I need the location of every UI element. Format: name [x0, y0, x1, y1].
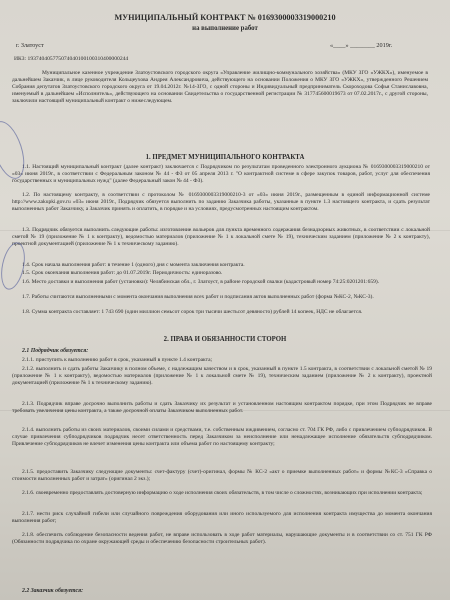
clause-1-2: 1.2. По настоящему контракту, в соответствии с протоколом № 0169300003319000210-3 от «03» июня 2019г., размещенным в единой информационной системе http://www.zakupki.gov.ru «03» июня 2019г., Подрядчик обязуется выполнить по заданию Заказчика работы, указанные в пункте 1.3 настоящего контракта, и сдать результат выполненных работ Заказчику, а Заказчик принять и оплатить, в порядке и на условиях, предусмотренных настоящим контрактом. — [12, 192, 430, 212]
clause-2-1-7: 2.1.7. нести риск случайной гибели или случайного повреждения оборудования или иного используемого для исполнения контракта имущества до момента окончания выполнения работ; — [12, 511, 432, 524]
preamble-paragraph: Муниципальное казенное учреждение Златоустовского городского округа «Управление жилищно-коммунального хозяйства» (МКУ ЗГО «УЖКХ»), именуемое в дальнейшем Заказчик, в лице руководителя Кольцеухова Андрея Александровича, действующего на основании Положения о МКУ ЗГО «УЖКХ», утвержденного Решением Собрания депутатов Златоустовского городского округа от 19.04.2012г. №14-ЗГО, с одной стороны и Индивидуальный предприниматель Скороходова Софья Станиславовна, именуемый в дальнейшем «Исполнитель», действующего на основании Свидетельства о государственной регистрации № 317745600019673 от 07.02.2017г., с другой стороны, заключили настоящий муниципальный контракт о нижеследующем. — [12, 70, 428, 104]
clause-1-6: 1.6. Место доставки и выполнения работ (установки): Челябинская обл., г. Златоуст, в районе городской свалки (кадастровый номер 74:25:0201201:659). — [22, 279, 380, 285]
clause-1-1: 1.1. Настоящий муниципальный контракт (далее контракт) заключается с Подрядчиком по результатам проведенного электронного аукциона № 0169300003319000210 от «03» июня 2019г., в соответствии с Федеральным законом № 44 - ФЗ от 05 апреля 2013 г. "О контрактной системе в сфере закупок товаров, работ, услуг для обеспечения государственных и муниципальных нужд" (далее Федеральный закон № 44 - ФЗ). — [12, 164, 430, 184]
contract-title: МУНИЦИПАЛЬНЫЙ КОНТРАКТ № 0169300003319000210 — [114, 13, 336, 22]
section-1-heading: 1. ПРЕДМЕТ МУНИЦИПАЛЬНОГО КОНТРАКТА — [145, 154, 305, 161]
city: г. Златоуст — [16, 42, 44, 49]
ikz-code: ИКЗ: 193740405775074040100100310400000244 — [14, 56, 129, 62]
section-2-heading: 2. ПРАВА И ОБЯЗАННОСТИ СТОРОН — [163, 336, 287, 343]
clause-1-4: 1.4. Срок начала выполнения работ: в течение 1 (одного) дня с момента заключения контракта. — [22, 262, 245, 268]
clause-1-8: 1.8. Сумма контракта составляет: 1 743 690 (один миллион семьсот сорок три тысячи шестьсот девяносто) рублей 14 копеек, НДС не облагается. — [22, 309, 363, 315]
clause-2-1-1: 2.1.1. приступить к выполнению работ в срок, указанный в пункте 1.4 контракта; — [22, 357, 213, 363]
clause-2-1-3: 2.1.3. Подрядчик вправе досрочно выполнить работы и сдать Заказчику их результат и установленном настоящим контрактом порядке, при этом Подрядчик не вправе требовать увеличения цены контракта, а также досрочной оплаты Заказчиком выполненных работ. — [12, 401, 432, 414]
contract-date: «____» ________ 2019г. — [330, 42, 393, 49]
clause-2-1-4: 2.1.4. выполнить работы из своих материалов, своими силами и средствами, т.е. собственным иждивением, согласно ст. 704 ГК РФ, либо с привлечением субподрядчиков. В случае привлечения субподрядчиков подрядчик несет ответственность перед Заказчиком за неисполнение или ненадлежащее исполнение обязательств субподрядчиком. Привлечение субподрядчиков не влечет изменения цены контракта или объема работ по настоящему контракту; — [12, 427, 432, 447]
clause-2-1-2: 2.1.2. выполнить и сдать работы Заказчику в полном объеме, с надлежащим качеством и в срок, указанный в пункте 1.5 контракта, в соответствии с локальной сметой № 19 (приложение № 1 к контракту), ведомостью материалов (приложение № 1 к локальной смете № 19), техническим заданием (приложение № 2 к контракту), проектной документацией (приложение № 1 к техническому заданию). — [12, 366, 432, 386]
clause-2-1-6: 2.1.6. своевременно предоставлять достоверную информацию о ходе исполнения своих обязательств, в том числе о сложностях, возникающих при исполнении контракта; — [22, 490, 423, 496]
clause-2-1-5: 2.1.5. предоставить Заказчику следующие документы: счет-фактуру (счет)-оригинал, формы № КС-2 «акт о приемке выполненных работ» и формы №КС-3 «Справка о стоимости выполненных работ и затрат» (оригинал 2 экз.); — [12, 469, 432, 482]
clause-2-1-8: 2.1.8. обеспечить соблюдение безопасности ведения работ, не вправе использовать в ходе работ материалы, нарушающие документы и в соответствии со ст. 751 ГК РФ (Обязанности подрядчика по охране окружающей среды и обеспечению безопасности строительных работ). — [12, 532, 432, 545]
contractor-obligations-heading: 2.1 Подрядчик обязуется: — [22, 348, 89, 354]
contract-subtitle: на выполнение работ — [192, 25, 258, 32]
clause-1-5: 1.5. Срок окончания выполнения работ: до 01.07.2019г. Периодичность: единоразово. — [22, 270, 223, 276]
clause-1-3: 1.3. Подрядчик обязуется выполнить следующие работы: изготовление вольеров для пункта временного содержания безнадзорных животных, в соответствии с локальной сметой № 19 (приложение № 1 к контракту), ведомостью материалов (приложение № 1 к локальной смете № 19), техническим заданием (приложение № 2 к контракту), проектной документацией (приложение № 1 к техническому заданию). — [12, 227, 430, 247]
clause-1-7: 1.7. Работы считаются выполненными с момента окончания выполнения всех работ и подписания актов выполненных работ (форма №КС-2, №КС-3). — [22, 294, 374, 300]
customer-obligations-heading: 2.2 Заказчик обязуется: — [22, 588, 83, 594]
